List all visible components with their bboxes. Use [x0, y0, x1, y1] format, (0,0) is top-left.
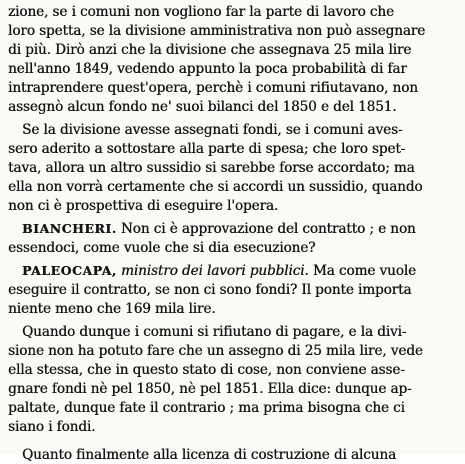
- speaker-name: BIANCHERI.: [22, 221, 117, 236]
- text-line: intraprendere quest'opera, perchè i comuni rifiutavano, non: [8, 80, 418, 96]
- text-line: niente meno che 169 mila lire.: [8, 301, 216, 317]
- text-line: non ci è prospettiva di eseguire l'opera.: [8, 198, 279, 214]
- speaker-role: ministro dei lavori pubblici.: [116, 263, 309, 279]
- text-line: sione non ha potuto fare che un assegno di 25 mila lire, vede: [8, 343, 423, 359]
- speaker-paragraph: BIANCHERI. Non ci è approvazione del contratto ; e non: [22, 221, 416, 237]
- text-line: ella stessa, che in questo stato di cose, non conviene asse-: [8, 362, 405, 378]
- speaker-paragraph: PALEOCAPA, ministro dei lavori pubblici. Ma come vuole: [22, 263, 416, 279]
- text-line: essendoci, come vuole che si dia esecuzione?: [8, 240, 316, 256]
- text-line: assegnò alcun fondo ne' suoi bilanci del 1850 e del 1851.: [8, 99, 397, 115]
- text-line: zione, se i comuni non vogliono far la parte di lavoro che: [8, 4, 394, 20]
- paragraph-start: Quando dunque i comuni si rifiutano di pagare, e la divi-: [22, 324, 407, 340]
- paragraph-start: Se la divisione avesse assegnati fondi, se i comuni aves-: [22, 122, 403, 138]
- text-line: loro spetta, se la divisione amministrativa non può assegnare: [8, 23, 426, 39]
- text-line: siano i fondi.: [8, 419, 96, 435]
- text-line: gnare fondi nè pel 1850, nè pel 1851. Ella dice: dunque ap-: [8, 381, 412, 397]
- partial-text-line: Quanto finalmente alla licenza di costruzione di alcuna: [22, 447, 396, 463]
- text-line: tava, allora un altro sussidio si sarebbe forse accordato; ma: [8, 160, 415, 176]
- text-line: paltate, dunque fate il contrario ; ma prima bisogna che ci: [8, 400, 405, 416]
- text-line: eseguire il contratto, se non ci sono fondi? Il ponte importa: [8, 282, 412, 298]
- speaker-name: PALEOCAPA,: [22, 263, 117, 278]
- text-line: di più. Dirò anzi che la divisione che assegnava 25 mila lire: [8, 42, 412, 58]
- text-line: sero aderito a sottostare alla parte di spesa; che loro spet-: [8, 141, 406, 157]
- text-line: ella non vorrà certamente che si accordi un sussidio, quando: [8, 179, 423, 195]
- text-line: nell'anno 1849, vedendo appunto la poca probabilità di far: [8, 61, 407, 77]
